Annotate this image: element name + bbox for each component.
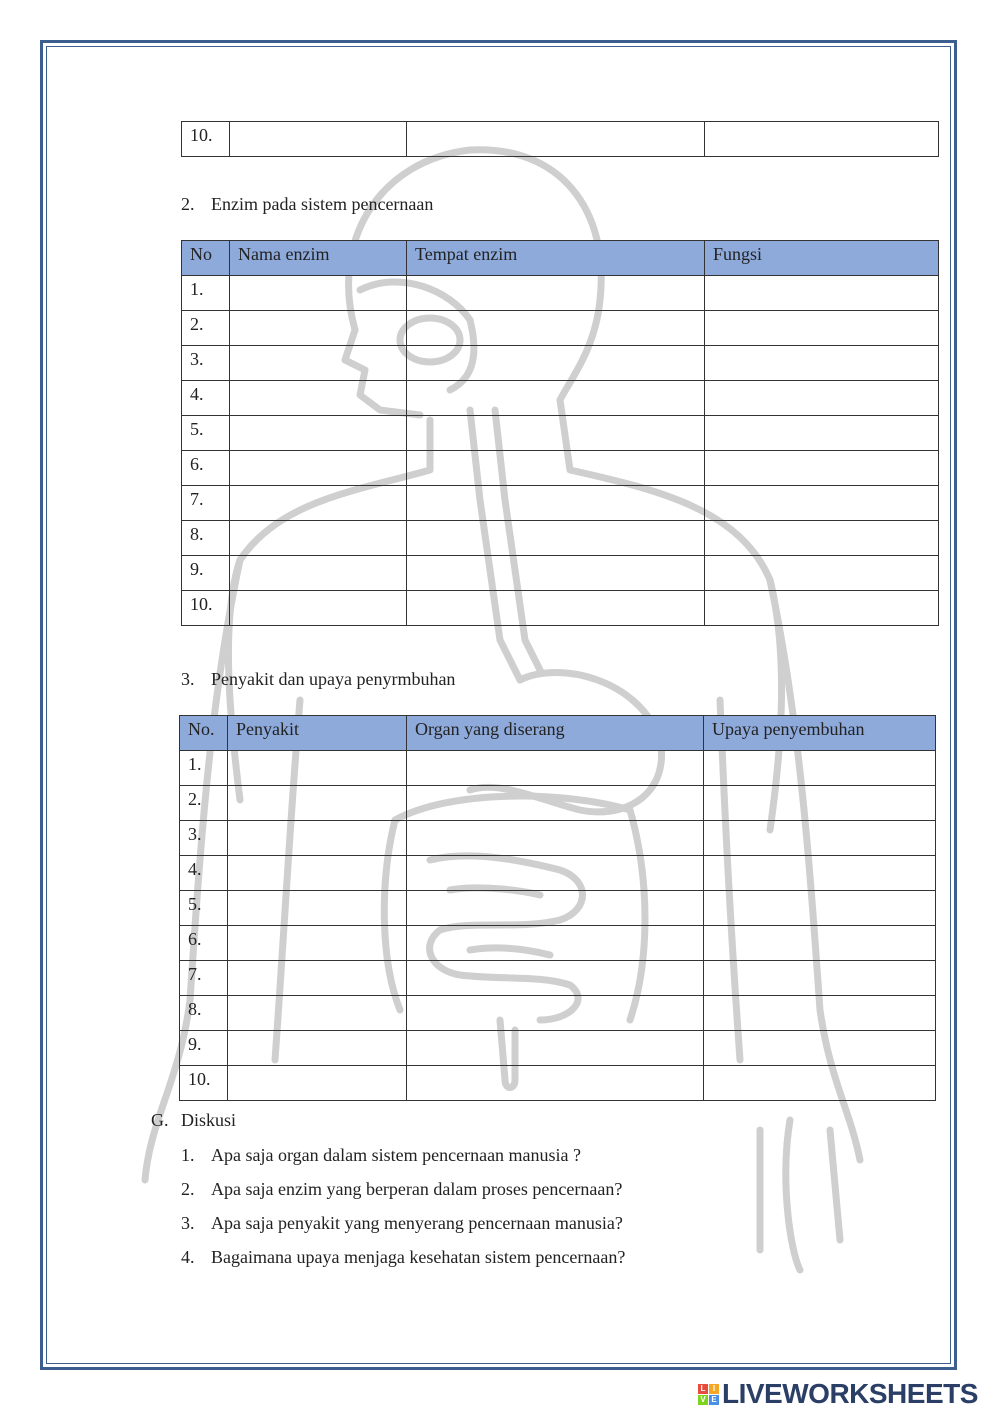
answer-cell[interactable] <box>407 786 704 821</box>
table-row <box>180 996 936 1031</box>
answer-cell[interactable] <box>704 821 936 856</box>
answer-cell[interactable] <box>230 276 407 311</box>
brand-name: LIVEWORKSHEETS <box>722 1378 978 1409</box>
answer-cell[interactable] <box>704 856 936 891</box>
section-heading-penyakit <box>181 668 455 690</box>
answer-cell[interactable] <box>704 751 936 786</box>
table-row <box>180 926 936 961</box>
answer-cell[interactable] <box>407 1066 704 1101</box>
table-row <box>182 521 939 556</box>
row-number: 9. <box>180 1031 228 1066</box>
table-row <box>182 451 939 486</box>
column-header: Organ yang diserang <box>407 716 704 751</box>
row-number: 10. <box>182 122 230 157</box>
answer-cell[interactable] <box>230 591 407 626</box>
section-heading-enzim <box>181 193 433 215</box>
logo-letter: V <box>698 1395 708 1405</box>
answer-cell[interactable] <box>704 926 936 961</box>
table-row <box>180 891 936 926</box>
answer-cell[interactable] <box>705 381 939 416</box>
logo-letter: I <box>709 1384 719 1394</box>
answer-cell[interactable] <box>705 591 939 626</box>
list-item <box>181 1246 625 1280</box>
row-number: 7. <box>182 486 230 521</box>
answer-cell[interactable] <box>230 381 407 416</box>
disease-table <box>179 715 936 1101</box>
liveworksheets-logo <box>698 1378 978 1410</box>
answer-cell[interactable] <box>228 821 407 856</box>
question-number: 4. <box>181 1247 195 1267</box>
discussion-questions <box>181 1144 625 1280</box>
column-header: Upaya penyembuhan <box>704 716 936 751</box>
answer-cell[interactable] <box>228 786 407 821</box>
question-text: Apa saja penyakit yang menyerang pencernaan manusia? <box>211 1213 623 1233</box>
table-row <box>182 556 939 591</box>
enzyme-table <box>181 240 939 626</box>
row-number: 9. <box>182 556 230 591</box>
answer-cell[interactable] <box>705 486 939 521</box>
answer-cell[interactable] <box>407 451 705 486</box>
table-header-row <box>180 716 936 751</box>
column-header: Nama enzim <box>230 241 407 276</box>
table-row <box>182 122 939 157</box>
answer-cell[interactable] <box>407 381 705 416</box>
answer-cell[interactable] <box>407 891 704 926</box>
table-row <box>180 1066 936 1101</box>
answer-cell[interactable] <box>230 122 407 157</box>
table-row <box>182 486 939 521</box>
answer-cell[interactable] <box>228 961 407 996</box>
table-row <box>180 961 936 996</box>
logo-letter: L <box>698 1384 708 1394</box>
answer-cell[interactable] <box>228 926 407 961</box>
row-number: 5. <box>182 416 230 451</box>
answer-cell[interactable] <box>704 891 936 926</box>
question-number: 1. <box>181 1145 195 1165</box>
answer-cell[interactable] <box>407 346 705 381</box>
answer-cell[interactable] <box>407 122 705 157</box>
answer-cell[interactable] <box>230 521 407 556</box>
answer-cell[interactable] <box>704 1066 936 1101</box>
row-number: 10. <box>180 1066 228 1101</box>
answer-cell[interactable] <box>228 891 407 926</box>
row-number: 4. <box>182 381 230 416</box>
answer-cell[interactable] <box>705 521 939 556</box>
row-number: 1. <box>180 751 228 786</box>
question-number: 3. <box>181 1213 195 1233</box>
column-header: Fungsi <box>705 241 939 276</box>
answer-cell[interactable] <box>705 346 939 381</box>
answer-cell[interactable] <box>230 346 407 381</box>
answer-cell[interactable] <box>705 122 939 157</box>
table-row <box>180 751 936 786</box>
question-text: Apa saja enzim yang berperan dalam proses pencernaan? <box>211 1179 623 1199</box>
answer-cell[interactable] <box>704 996 936 1031</box>
column-header: Penyakit <box>228 716 407 751</box>
answer-cell[interactable] <box>407 416 705 451</box>
row-number: 2. <box>180 786 228 821</box>
answer-cell[interactable] <box>230 556 407 591</box>
logo-grid-icon <box>698 1384 719 1405</box>
answer-cell[interactable] <box>228 856 407 891</box>
answer-cell[interactable] <box>407 961 704 996</box>
answer-cell[interactable] <box>407 751 704 786</box>
section-number: 2. <box>181 194 195 214</box>
answer-cell[interactable] <box>407 926 704 961</box>
section-title: Enzim pada sistem pencernaan <box>211 194 434 214</box>
table-row <box>180 856 936 891</box>
answer-cell[interactable] <box>705 556 939 591</box>
list-item <box>181 1178 625 1212</box>
answer-cell[interactable] <box>407 1031 704 1066</box>
answer-cell[interactable] <box>230 451 407 486</box>
answer-cell[interactable] <box>704 961 936 996</box>
answer-cell[interactable] <box>228 996 407 1031</box>
answer-cell[interactable] <box>705 311 939 346</box>
row-number: 10. <box>182 591 230 626</box>
section-title: Penyakit dan upaya penyrmbuhan <box>211 669 456 689</box>
section-number: 3. <box>181 669 195 689</box>
column-header: No. <box>180 716 228 751</box>
table-row <box>182 346 939 381</box>
answer-cell[interactable] <box>407 821 704 856</box>
answer-cell[interactable] <box>228 1066 407 1101</box>
logo-letter: E <box>709 1395 719 1405</box>
question-text: Bagaimana upaya menjaga kesehatan sistem pencernaan? <box>211 1247 626 1267</box>
answer-cell[interactable] <box>407 591 705 626</box>
table-header-row <box>182 241 939 276</box>
list-item <box>181 1144 625 1178</box>
answer-cell[interactable] <box>407 276 705 311</box>
answer-cell[interactable] <box>230 416 407 451</box>
row-number: 1. <box>182 276 230 311</box>
answer-cell[interactable] <box>228 751 407 786</box>
table-row <box>182 591 939 626</box>
row-number: 6. <box>182 451 230 486</box>
answer-cell[interactable] <box>230 486 407 521</box>
row-number: 5. <box>180 891 228 926</box>
table-row <box>180 1031 936 1066</box>
answer-cell[interactable] <box>407 486 705 521</box>
section-letter: G. <box>151 1110 169 1130</box>
table-row <box>182 381 939 416</box>
answer-cell[interactable] <box>705 451 939 486</box>
row-number: 6. <box>180 926 228 961</box>
table-row <box>180 786 936 821</box>
table-row <box>182 311 939 346</box>
answer-cell[interactable] <box>407 556 705 591</box>
answer-cell[interactable] <box>228 1031 407 1066</box>
row-number: 7. <box>180 961 228 996</box>
column-header: Tempat enzim <box>407 241 705 276</box>
table-row <box>182 416 939 451</box>
row-number: 8. <box>182 521 230 556</box>
table-row <box>180 821 936 856</box>
answer-cell[interactable] <box>407 856 704 891</box>
row-number: 3. <box>180 821 228 856</box>
question-text: Apa saja organ dalam sistem pencernaan manusia ? <box>211 1145 582 1165</box>
row-number: 4. <box>180 856 228 891</box>
list-item <box>181 1212 625 1246</box>
answer-cell[interactable] <box>407 521 705 556</box>
answer-cell[interactable] <box>407 311 705 346</box>
answer-cell[interactable] <box>704 786 936 821</box>
answer-cell[interactable] <box>407 996 704 1031</box>
answer-cell[interactable] <box>705 416 939 451</box>
section-heading-diskusi <box>151 1109 236 1131</box>
column-header: No <box>182 241 230 276</box>
question-number: 2. <box>181 1179 195 1199</box>
table-continuation <box>181 121 939 157</box>
answer-cell[interactable] <box>705 276 939 311</box>
table-row <box>182 276 939 311</box>
section-title: Diskusi <box>181 1110 237 1130</box>
row-number: 8. <box>180 996 228 1031</box>
answer-cell[interactable] <box>230 311 407 346</box>
row-number: 2. <box>182 311 230 346</box>
answer-cell[interactable] <box>704 1031 936 1066</box>
row-number: 3. <box>182 346 230 381</box>
